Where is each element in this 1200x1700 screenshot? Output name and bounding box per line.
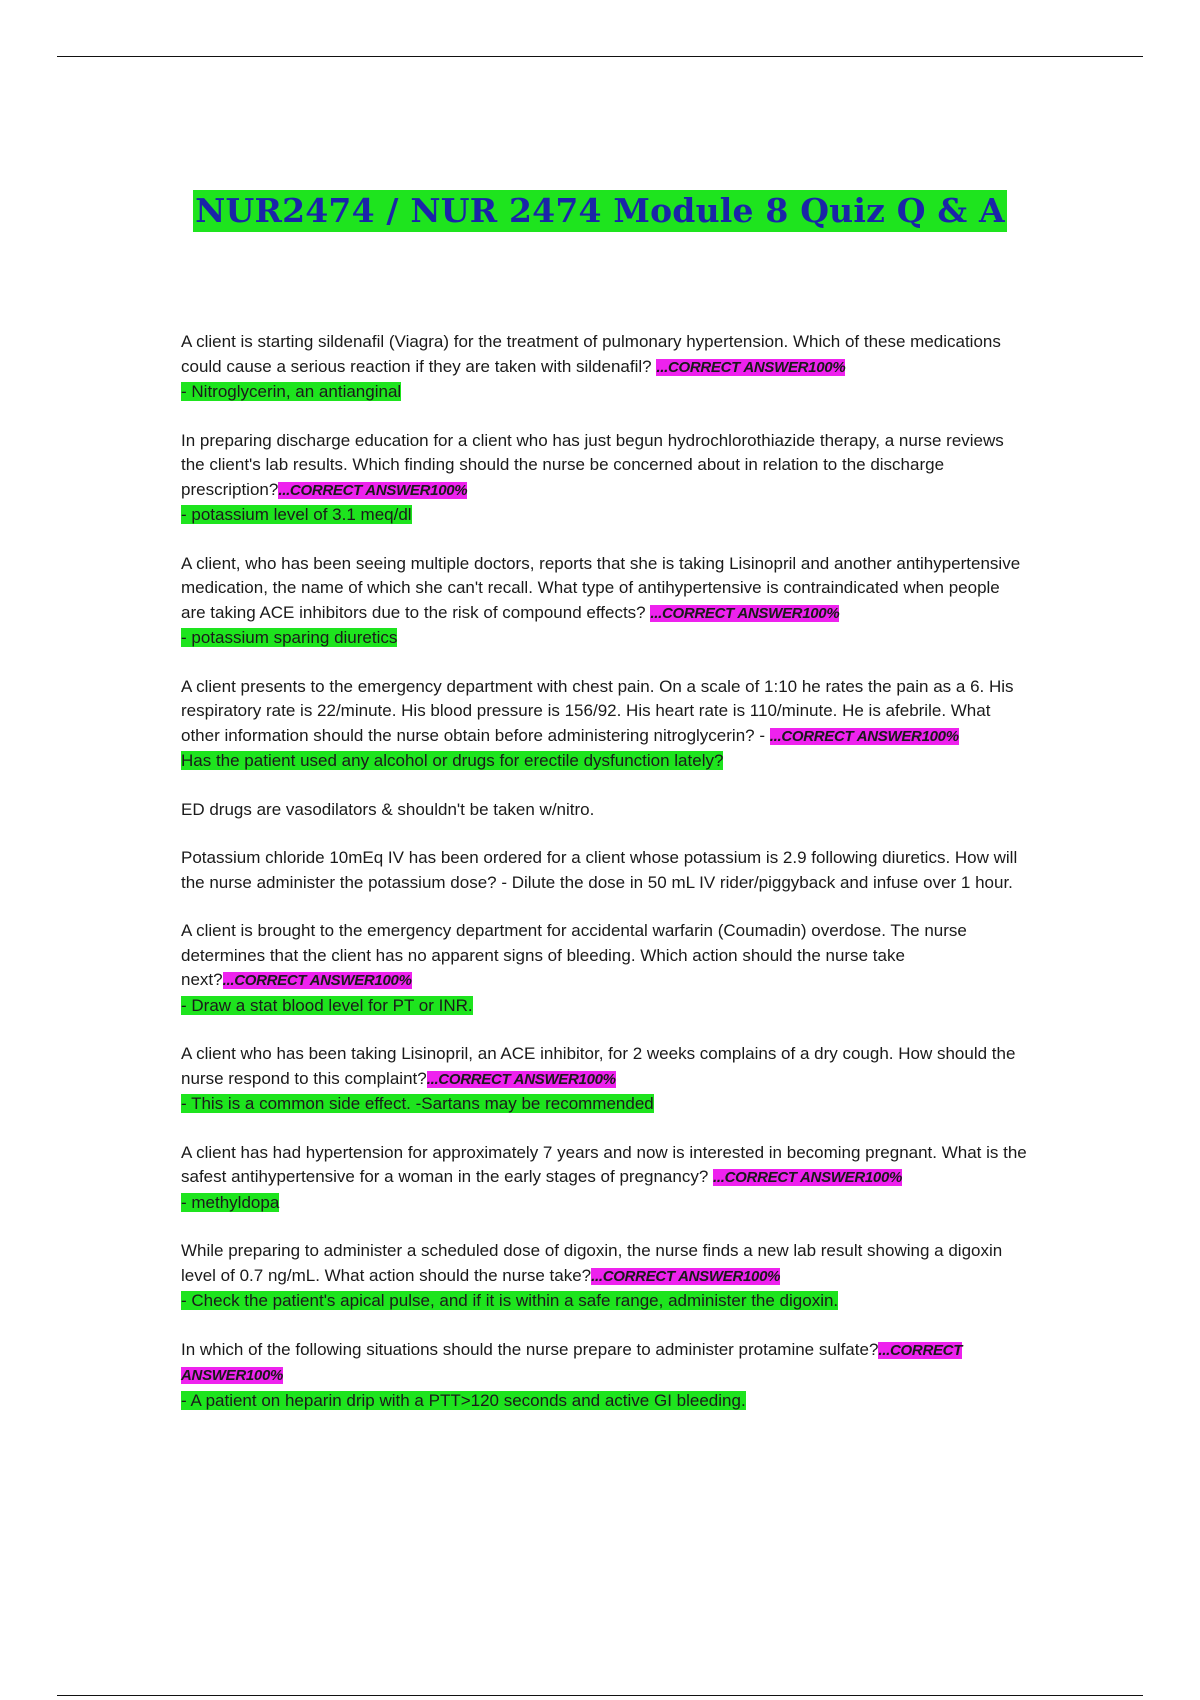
qa-item <box>181 919 1027 1018</box>
answer-text: Has the patient used any alcohol or drugs for erectile dysfunction lately? <box>181 751 724 770</box>
question-text: A client who has been taking Lisinopril, an ACE inhibitor, for 2 weeks complains of a dry cough. How should the nurse respond to this complaint? <box>181 1044 1016 1088</box>
correct-answer-tag: ...CORRECT ANSWER100% <box>591 1267 781 1285</box>
answer-text: - potassium sparing diuretics <box>181 628 398 647</box>
qa-content <box>181 330 1027 1437</box>
page-title: NUR2474 / NUR 2474 Module 8 Quiz Q & A <box>195 191 1005 230</box>
question-text: A client, who has been seeing multiple doctors, reports that she is taking Lisinopril and another antihypertensive medication, the name of which she can't recall. What type of antihypertensive is contraindicated when people are taking ACE inhibitors due to the risk of compound effects? <box>181 553 1021 622</box>
qa-item <box>181 1042 1027 1117</box>
question-text: In which of the following situations should the nurse prepare to administer protamine sulfate? <box>181 1339 879 1359</box>
answer-text: - Draw a stat blood level for PT or INR. <box>181 995 473 1015</box>
answer-text: - A patient on heparin drip with a PTT>120 seconds and active GI bleeding. <box>181 1390 746 1410</box>
question-text: In preparing discharge education for a client who has just begun hydrochlorothiazide therapy, a nurse reviews the client's lab results. Which finding should the nurse be concerned about in relation to the discharge prescription? <box>181 430 1004 499</box>
question-text: A client is brought to the emergency department for accidental warfarin (Coumadin) overdose. The nurse determines that the client has no apparent signs of bleeding. Which action should the nurse take next? <box>181 921 967 989</box>
correct-answer-tag: ...CORRECT ANSWER100% <box>713 1169 903 1186</box>
correct-answer-tag: ...CORRECT ANSWER100% <box>426 1070 616 1088</box>
correct-answer-tag: ...CORRECT ANSWER100% <box>656 358 846 376</box>
qa-item <box>181 552 1027 651</box>
answer-text: - potassium level of 3.1 meq/dl <box>181 505 412 524</box>
answer-text: - methyldopa <box>181 1192 280 1212</box>
question-text: While preparing to administer a scheduled dose of digoxin, the nurse finds a new lab result showing a digoxin level of 0.7 ng/mL. What action should the nurse take? <box>181 1241 1003 1285</box>
plain-qa-text: Potassium chloride 10mEq IV has been ordered for a client whose potassium is 2.9 following diuretics. How will the nurse administer the potassium dose? - Dilute the dose in 50 mL IV rider/piggyback and infuse over 1 hour. <box>181 848 1018 892</box>
top-rule <box>57 56 1143 57</box>
correct-answer-tag: ...CORRECT ANSWER100% <box>278 481 468 499</box>
answer-text: - Nitroglycerin, an antianginal <box>181 382 402 401</box>
bottom-rule <box>57 1695 1143 1696</box>
question-text: A client has had hypertension for approximately 7 years and now is interested in becoming pregnant. What is the safest antihypertensive for a woman in the early stages of pregnancy? <box>181 1142 1027 1186</box>
answer-text: - Check the patient's apical pulse, and if it is within a safe range, administer the digoxin. <box>181 1291 839 1310</box>
question-text: A client is starting sildenafil (Viagra) for the treatment of pulmonary hypertension. Which of these medications could cause a serious reaction if they are taken with sildenafil? <box>181 332 1001 376</box>
qa-item <box>181 675 1027 774</box>
question-text: A client presents to the emergency department with chest pain. On a scale of 1:10 he rates the pain as a 6. His respiratory rate is 22/minute. His blood pressure is 156/92. His heart rate is 110/minute. He is afebrile. What other information should the nurse obtain before administering nitroglycerin? - <box>181 676 1014 745</box>
note-text: ED drugs are vasodilators & shouldn't be taken w/nitro. <box>181 799 595 819</box>
answer-text: - This is a common side effect. -Sartans may be recommended <box>181 1094 654 1113</box>
qa-item <box>181 330 1027 405</box>
qa-item <box>181 1239 1027 1314</box>
correct-answer-tag: ...CORRECT ANSWER100% <box>222 972 412 989</box>
qa-item <box>181 1141 1027 1216</box>
qa-item <box>181 429 1027 528</box>
correct-answer-tag: ...CORRECT ANSWER100% <box>650 604 840 622</box>
qa-item <box>181 1338 1027 1414</box>
correct-answer-tag: ...CORRECT ANSWER100% <box>181 1341 963 1384</box>
correct-answer-tag: ...CORRECT ANSWER100% <box>769 727 959 745</box>
title-wrap <box>0 190 1200 232</box>
